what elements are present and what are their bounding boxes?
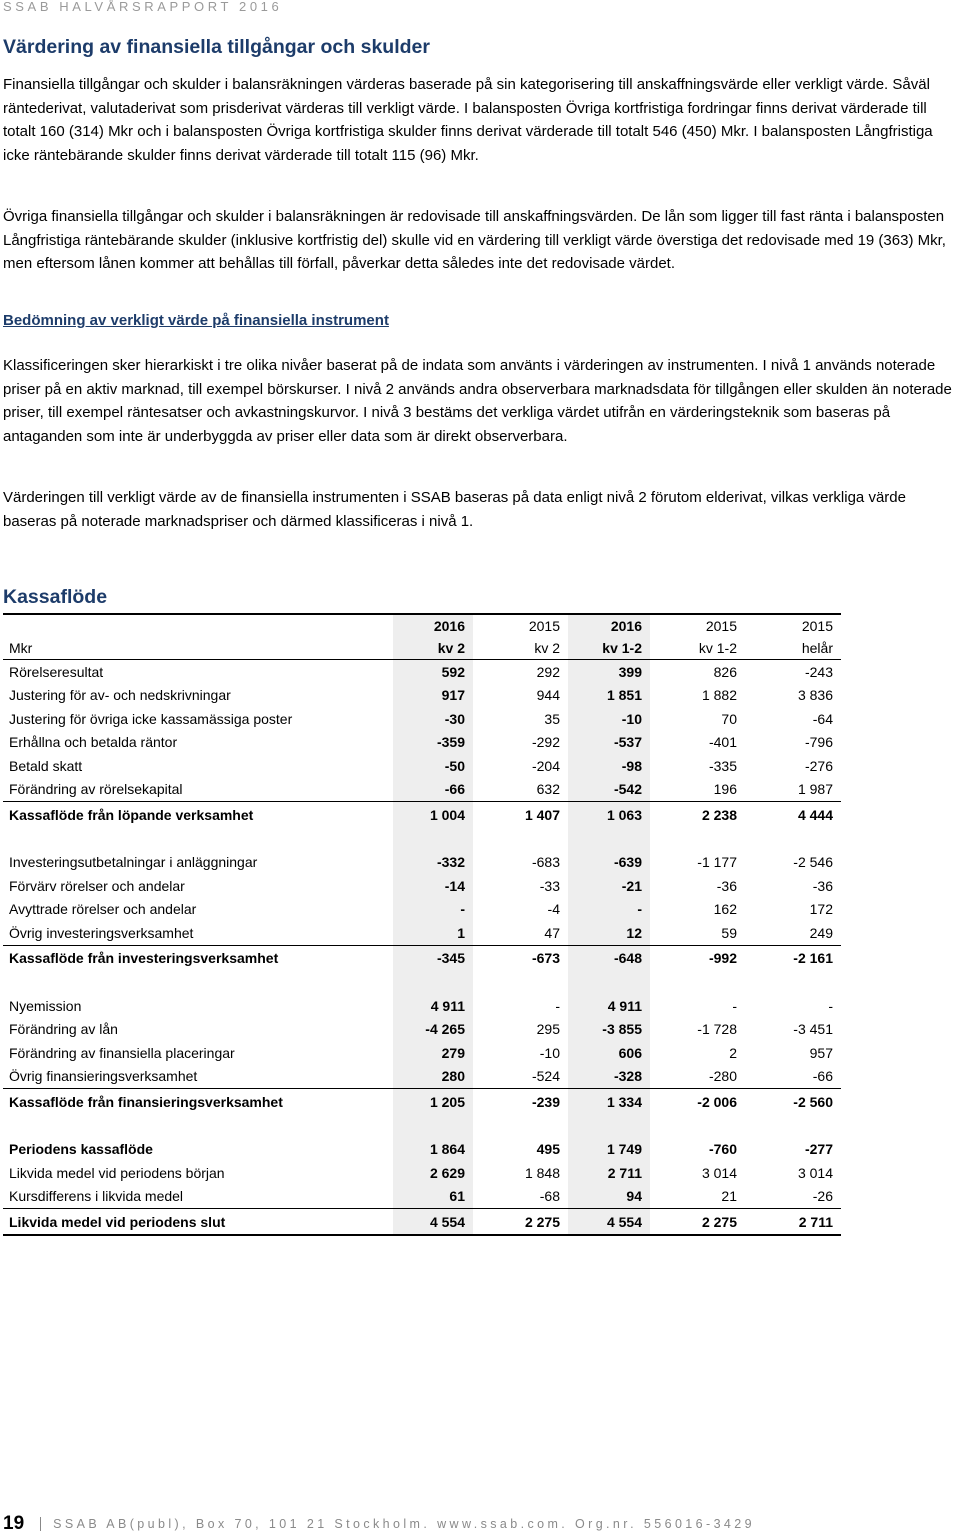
- row-label: Övrig investeringsverksamhet: [9, 924, 194, 941]
- table-row-last: [3, 1209, 841, 1236]
- spacer-row: [3, 827, 841, 851]
- spacer-cell: [393, 827, 473, 851]
- value-cell: -524: [531, 1068, 560, 1085]
- table-row: [3, 1161, 841, 1185]
- value-cell: 21: [721, 1188, 737, 1205]
- table-row: [3, 1065, 841, 1089]
- spacer-cell: [650, 1114, 745, 1138]
- value-cell: -14: [393, 874, 473, 898]
- value-cell: 1 882: [701, 687, 737, 704]
- header-cell: 2016: [393, 614, 473, 637]
- value-cell: 249: [809, 924, 833, 941]
- header-cell: helår: [745, 637, 841, 660]
- row-label: Kassaflöde från investeringsverksamhet: [3, 945, 393, 971]
- value-cell: -2 006: [650, 1089, 745, 1115]
- value-cell: 917: [393, 684, 473, 708]
- value-cell: 3 014: [701, 1164, 737, 1181]
- value-cell: 35: [544, 710, 560, 727]
- header-cell: 2016: [568, 614, 650, 637]
- value-cell: 2 711: [745, 1209, 841, 1236]
- value-cell: -401: [708, 734, 737, 751]
- row-label: Förändring av rörelsekapital: [9, 781, 183, 798]
- header-cell: kv 2: [393, 637, 473, 660]
- value-cell: 47: [544, 924, 560, 941]
- value-cell: -: [828, 997, 833, 1014]
- row-label: Likvida medel vid periodens början: [9, 1164, 225, 1181]
- row-label: Rörelseresultat: [9, 663, 104, 680]
- value-cell: -683: [531, 854, 560, 871]
- value-cell: 2 711: [568, 1161, 650, 1185]
- paragraph-level-2: Värderingen till verkligt värde av de finansiella instrumenten i SSAB baseras på data enligt nivå 2 förutom elderivat, vilkas verkliga värde baseras på noterade marknadspriser och därmed klassificeras i nivå 1.: [3, 489, 906, 530]
- value-cell: -36: [716, 877, 737, 894]
- value-cell: 1 987: [797, 781, 833, 798]
- value-cell: -537: [568, 731, 650, 755]
- value-cell: 606: [568, 1041, 650, 1065]
- value-cell: -30: [393, 707, 473, 731]
- table-row-total: [3, 945, 841, 971]
- table-row: [3, 731, 841, 755]
- row-label: Kassaflöde från finansieringsverksamhet: [3, 1089, 393, 1115]
- header-cell: kv 2: [473, 637, 568, 660]
- value-cell: 162: [713, 901, 737, 918]
- value-cell: 12: [568, 921, 650, 945]
- table-row: [3, 898, 841, 922]
- section-title: Värdering av finansiella tillgångar och skulder: [3, 36, 430, 58]
- value-cell: 295: [536, 1021, 560, 1038]
- row-label: Periodens kassaflöde: [9, 1141, 153, 1158]
- value-cell: 2 238: [650, 802, 745, 828]
- spacer-cell: [393, 971, 473, 995]
- spacer-cell: [568, 1114, 650, 1138]
- table-row: [3, 754, 841, 778]
- table-row: [3, 707, 841, 731]
- value-cell: 3 836: [797, 687, 833, 704]
- value-cell: -: [732, 997, 737, 1014]
- value-cell: 1 864: [393, 1138, 473, 1162]
- header-row-years: [3, 614, 841, 637]
- value-cell: -36: [812, 877, 833, 894]
- spacer-row: [3, 971, 841, 995]
- spacer-cell: [3, 1114, 393, 1138]
- value-cell: -542: [568, 778, 650, 802]
- value-cell: -359: [393, 731, 473, 755]
- header-cell: [3, 614, 393, 637]
- value-cell: -328: [568, 1065, 650, 1089]
- row-label: Förvärv rörelser och andelar: [9, 877, 185, 894]
- value-cell: -345: [393, 945, 473, 971]
- value-cell: -66: [812, 1068, 833, 1085]
- paragraph-other-assets: Övriga finansiella tillgångar och skulder i balansräkningen är redovisade till anskaffningsvärden. De lån som ligger till fast ränta i balansposten Långfristiga räntebärande skulder (inklusive kortfristig del) skulle vid en värdering till verkligt värde överstiga det redovisade med 19 (363) Mkr, men eftersom lånen kommer att behållas till förfall, påverkar detta således inte det redovisade värdet.: [3, 208, 946, 272]
- value-cell: 4 554: [568, 1209, 650, 1236]
- table-row: [3, 874, 841, 898]
- table-row: [3, 660, 841, 684]
- value-cell: -280: [708, 1068, 737, 1085]
- value-cell: 59: [721, 924, 737, 941]
- value-cell: 592: [393, 660, 473, 684]
- spacer-cell: [650, 971, 745, 995]
- spacer-cell: [3, 971, 393, 995]
- value-cell: 826: [713, 663, 737, 680]
- value-cell: 1 749: [568, 1138, 650, 1162]
- cashflow-title: Kassaflöde: [3, 586, 108, 608]
- spacer-cell: [650, 827, 745, 851]
- value-cell: 957: [809, 1044, 833, 1061]
- value-cell: -4: [547, 901, 560, 918]
- row-label: Justering för övriga icke kassamässiga poster: [9, 710, 293, 727]
- value-cell: 279: [393, 1041, 473, 1065]
- value-cell: -98: [568, 754, 650, 778]
- value-cell: 495: [536, 1141, 560, 1158]
- value-cell: -10: [568, 707, 650, 731]
- table-row: [3, 994, 841, 1018]
- value-cell: -68: [539, 1188, 560, 1205]
- value-cell: 3 014: [797, 1164, 833, 1181]
- row-label: Förändring av finansiella placeringar: [9, 1044, 235, 1061]
- value-cell: 1 004: [393, 802, 473, 828]
- value-cell: 1: [393, 921, 473, 945]
- value-cell: -: [555, 997, 560, 1014]
- value-cell: -3 451: [793, 1021, 833, 1038]
- table-row: [3, 1041, 841, 1065]
- value-cell: -33: [539, 877, 560, 894]
- row-label: Förändring av lån: [9, 1021, 118, 1038]
- value-cell: -992: [650, 945, 745, 971]
- value-cell: -1 177: [697, 854, 737, 871]
- value-cell: -292: [531, 734, 560, 751]
- value-cell: -204: [531, 757, 560, 774]
- table-row: [3, 1185, 841, 1209]
- paragraph-hierarchy: Klassificeringen sker hierarkiskt i tre olika nivåer baserat på de indata som använts i värderingen av instrumenten. I nivå 1 används noterade priser på en aktiv marknad, till exempel börskurser. I nivå 2 används andra observerbara marknadsdata för tillgången eller skulden än noterade priser, till exempel räntesatser och avkastningskurvor. I nivå 3 bestäms det verkliga värdet utifrån en värderingsteknik som baseras på antaganden som inte är underbyggda av priser eller data som är direkt observerbara.: [3, 357, 952, 445]
- value-cell: -10: [539, 1044, 560, 1061]
- value-cell: -335: [708, 757, 737, 774]
- value-cell: 196: [713, 781, 737, 798]
- value-cell: 4 911: [393, 994, 473, 1018]
- value-cell: 280: [393, 1065, 473, 1089]
- header-cell: 2015: [801, 618, 833, 634]
- value-cell: -648: [568, 945, 650, 971]
- table-row: [3, 1018, 841, 1042]
- value-cell: 94: [568, 1185, 650, 1209]
- header-cell: kv 1-2: [568, 637, 650, 660]
- row-label: Kassaflöde från löpande verksamhet: [3, 802, 393, 828]
- row-label: Övrig finansieringsverksamhet: [9, 1068, 198, 1085]
- cashflow-table: [3, 613, 841, 1236]
- table-row: [3, 778, 841, 802]
- value-cell: -3 855: [568, 1018, 650, 1042]
- value-cell: -26: [812, 1188, 833, 1205]
- header-cell: 2015: [528, 618, 560, 634]
- spacer-cell: [745, 827, 841, 851]
- table-row: [3, 851, 841, 875]
- header-cell: 2015: [705, 618, 737, 634]
- value-cell: 1 205: [393, 1089, 473, 1115]
- value-cell: 632: [536, 781, 560, 798]
- value-cell: 1 334: [568, 1089, 650, 1115]
- value-cell: 2 275: [650, 1209, 745, 1236]
- table-row-total: [3, 802, 841, 828]
- spacer-cell: [473, 971, 568, 995]
- fair-value-subheading: Bedömning av verkligt värde på finansiella instrument: [3, 312, 389, 329]
- value-cell: 1 848: [524, 1164, 560, 1181]
- footer-divider: [40, 1517, 41, 1531]
- value-cell: 172: [809, 901, 833, 918]
- value-cell: 2: [729, 1044, 737, 1061]
- value-cell: 4 444: [745, 802, 841, 828]
- row-label: Likvida medel vid periodens slut: [3, 1209, 393, 1236]
- spacer-cell: [745, 971, 841, 995]
- value-cell: 70: [721, 710, 737, 727]
- row-label: Avyttrade rörelser och andelar: [9, 901, 197, 918]
- row-label: Kursdifferens i likvida medel: [9, 1188, 184, 1205]
- running-header: SSAB HALVÅRSRAPPORT 2016: [3, 0, 283, 14]
- value-cell: -66: [393, 778, 473, 802]
- value-cell: -2 560: [745, 1089, 841, 1115]
- header-cell: kv 1-2: [650, 637, 745, 660]
- row-label: Justering för av- och nedskrivningar: [9, 687, 231, 704]
- value-cell: -277: [804, 1141, 833, 1158]
- value-cell: -: [393, 898, 473, 922]
- value-cell: 4 554: [393, 1209, 473, 1236]
- table-row: [3, 684, 841, 708]
- value-cell: 944: [536, 687, 560, 704]
- value-cell: -332: [393, 851, 473, 875]
- value-cell: 1 407: [473, 802, 568, 828]
- row-label: Investeringsutbetalningar i anläggningar: [9, 854, 258, 871]
- value-cell: -: [568, 898, 650, 922]
- value-cell: 292: [536, 663, 560, 680]
- value-cell: -239: [473, 1089, 568, 1115]
- value-cell: -796: [804, 734, 833, 751]
- value-cell: 61: [393, 1185, 473, 1209]
- value-cell: 399: [568, 660, 650, 684]
- spacer-cell: [473, 1114, 568, 1138]
- paragraph-valuation: Finansiella tillgångar och skulder i balansräkningen värderas baserade på sin kategorisering till anskaffningsvärde eller verkligt värde. Såväl räntederivat, valutaderivat som prisderivat värderas till verkligt värde. I balansposten Övriga kortfristiga fordringar finns derivat värderade till totalt 160 (314) Mkr och i balansposten Övriga kortfristiga skulder finns derivat värderade till totalt 546 (450) Mkr. I balansposten Långfristiga icke räntebärande skulder finns derivat värderade till totalt 115 (96) Mkr.: [3, 76, 933, 164]
- value-cell: -1 728: [697, 1021, 737, 1038]
- spacer-cell: [568, 971, 650, 995]
- value-cell: 1 851: [568, 684, 650, 708]
- spacer-cell: [3, 827, 393, 851]
- header-row-periods: [3, 637, 841, 660]
- spacer-cell: [393, 1114, 473, 1138]
- value-cell: -64: [812, 710, 833, 727]
- row-label: Betald skatt: [9, 757, 83, 774]
- value-cell: -21: [568, 874, 650, 898]
- value-cell: -4 265: [393, 1018, 473, 1042]
- value-cell: -50: [393, 754, 473, 778]
- header-cell: Mkr: [3, 637, 393, 660]
- value-cell: -639: [568, 851, 650, 875]
- value-cell: 2 275: [473, 1209, 568, 1236]
- value-cell: 4 911: [568, 994, 650, 1018]
- table-row-total: [3, 1089, 841, 1115]
- table-row-bold: [3, 1138, 841, 1162]
- spacer-cell: [568, 827, 650, 851]
- value-cell: -243: [804, 663, 833, 680]
- value-cell: 2 629: [393, 1161, 473, 1185]
- value-cell: 1 063: [568, 802, 650, 828]
- row-label: Nyemission: [9, 997, 82, 1014]
- spacer-cell: [745, 1114, 841, 1138]
- spacer-row: [3, 1114, 841, 1138]
- value-cell: -276: [804, 757, 833, 774]
- value-cell: -2 161: [745, 945, 841, 971]
- row-label: Erhållna och betalda räntor: [9, 734, 178, 751]
- table-row: [3, 921, 841, 945]
- page-number: 19: [3, 1513, 25, 1534]
- value-cell: -760: [708, 1141, 737, 1158]
- footer-company-info: SSAB AB(publ), Box 70, 101 21 Stockholm. www.ssab.com. Org.nr. 556016-3429: [53, 1517, 755, 1531]
- value-cell: -2 546: [793, 854, 833, 871]
- spacer-cell: [473, 827, 568, 851]
- value-cell: -673: [473, 945, 568, 971]
